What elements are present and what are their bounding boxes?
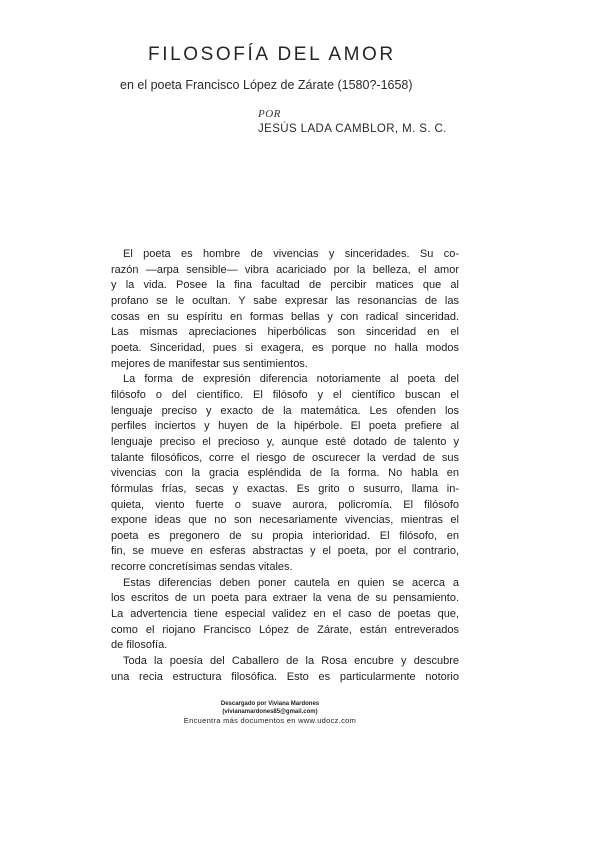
body-line: El poeta es hombre de vivencias y sinceridades. Su co- xyxy=(123,248,459,260)
byline-prefix: POR xyxy=(258,108,281,120)
body-line: razón —arpa sensible— vibra acariciado por la belleza, el amor xyxy=(111,263,459,276)
download-watermark xyxy=(150,700,390,725)
body-line: La forma de expresión diferencia notoriamente al poeta del xyxy=(123,373,459,386)
body-line: perfiles inciertos y huyen de la hipérbole. El poeta prefiere al xyxy=(111,420,459,433)
body-line: Toda la poesía del Caballero de la Rosa encubre y descubre xyxy=(123,655,459,668)
body-line: de filosofía. xyxy=(111,639,168,652)
author-name: JESÚS LADA CAMBLOR, M. S. C. xyxy=(258,123,447,135)
body-line: fórmulas frías, secas y exactas. Es grito o susurro, llama in- xyxy=(111,482,459,495)
downloaded-by-text: Descargado por Viviana Mardones xyxy=(220,701,320,707)
more-documents-link-text: Encuentra más documentos en www.udocz.com xyxy=(183,716,357,725)
body-line: lenguaje preciso el precioso y, aunque esté dotado de talento y xyxy=(111,435,459,448)
body-line: una recia estructura filosófica. Esto es particularmente notorio xyxy=(111,670,459,683)
body-line: poeta es pregonero de su propia interioridad. El filósofo, en xyxy=(111,529,459,542)
body-line: recorre concretísimas sendas vitales. xyxy=(111,561,293,574)
body-line: Las mismas apreciaciones hiperbólicas son sinceridad en el xyxy=(111,326,459,339)
body-line: quieta, viento fuerte o suave aurora, policromía. El filósofo xyxy=(111,498,459,511)
body-line: y la vida. Posee la fina facultad de percibir matices que al xyxy=(111,279,459,292)
downloader-email-text: (vivianamardones85@gmail.com) xyxy=(222,709,318,715)
body-line: profano se le ocultan. Y sabe expresar las resonancias de las xyxy=(111,294,459,307)
body-line: los escritos de un poeta para extraer la vena de su pensamiento. xyxy=(111,592,459,605)
body-line: poeta. Sinceridad, pues si exagera, es porque no halla modos xyxy=(111,341,459,354)
body-line: expone ideas que no son necesariamente vivencias, mientras el xyxy=(111,514,459,527)
body-line: filósofo o del científico. El filósofo y el científico buscan el xyxy=(111,388,459,401)
article-title: FILOSOFÍA DEL AMOR xyxy=(148,44,396,65)
body-line: mejores de manifestar sus sentimientos. xyxy=(111,357,308,370)
article-body xyxy=(111,247,459,685)
body-line: cosas en su espíritu en formas bellas y con radical sinceridad. xyxy=(111,310,459,323)
body-line: fin, se mueve en esferas abstractas y el poeta, por el contrario, xyxy=(111,545,459,558)
body-line: Estas diferencias deben poner cautela en quien se acerca a xyxy=(123,576,459,589)
body-line: talante filosóficos, corre el riesgo de oscurecer la verdad de sus xyxy=(111,451,459,464)
body-line: lenguaje preciso y exacto de la matemática. Les ofenden los xyxy=(111,404,459,417)
body-line: como el riojano Francisco López de Zárate, están entreverados xyxy=(111,623,459,636)
body-line: vivencias con la gracia espléndida de la forma. No habla en xyxy=(111,467,459,480)
body-line: La advertencia tiene especial validez en el caso de poetas que, xyxy=(111,608,459,621)
article-subtitle: en el poeta Francisco López de Zárate (1580?-1658) xyxy=(120,78,413,92)
